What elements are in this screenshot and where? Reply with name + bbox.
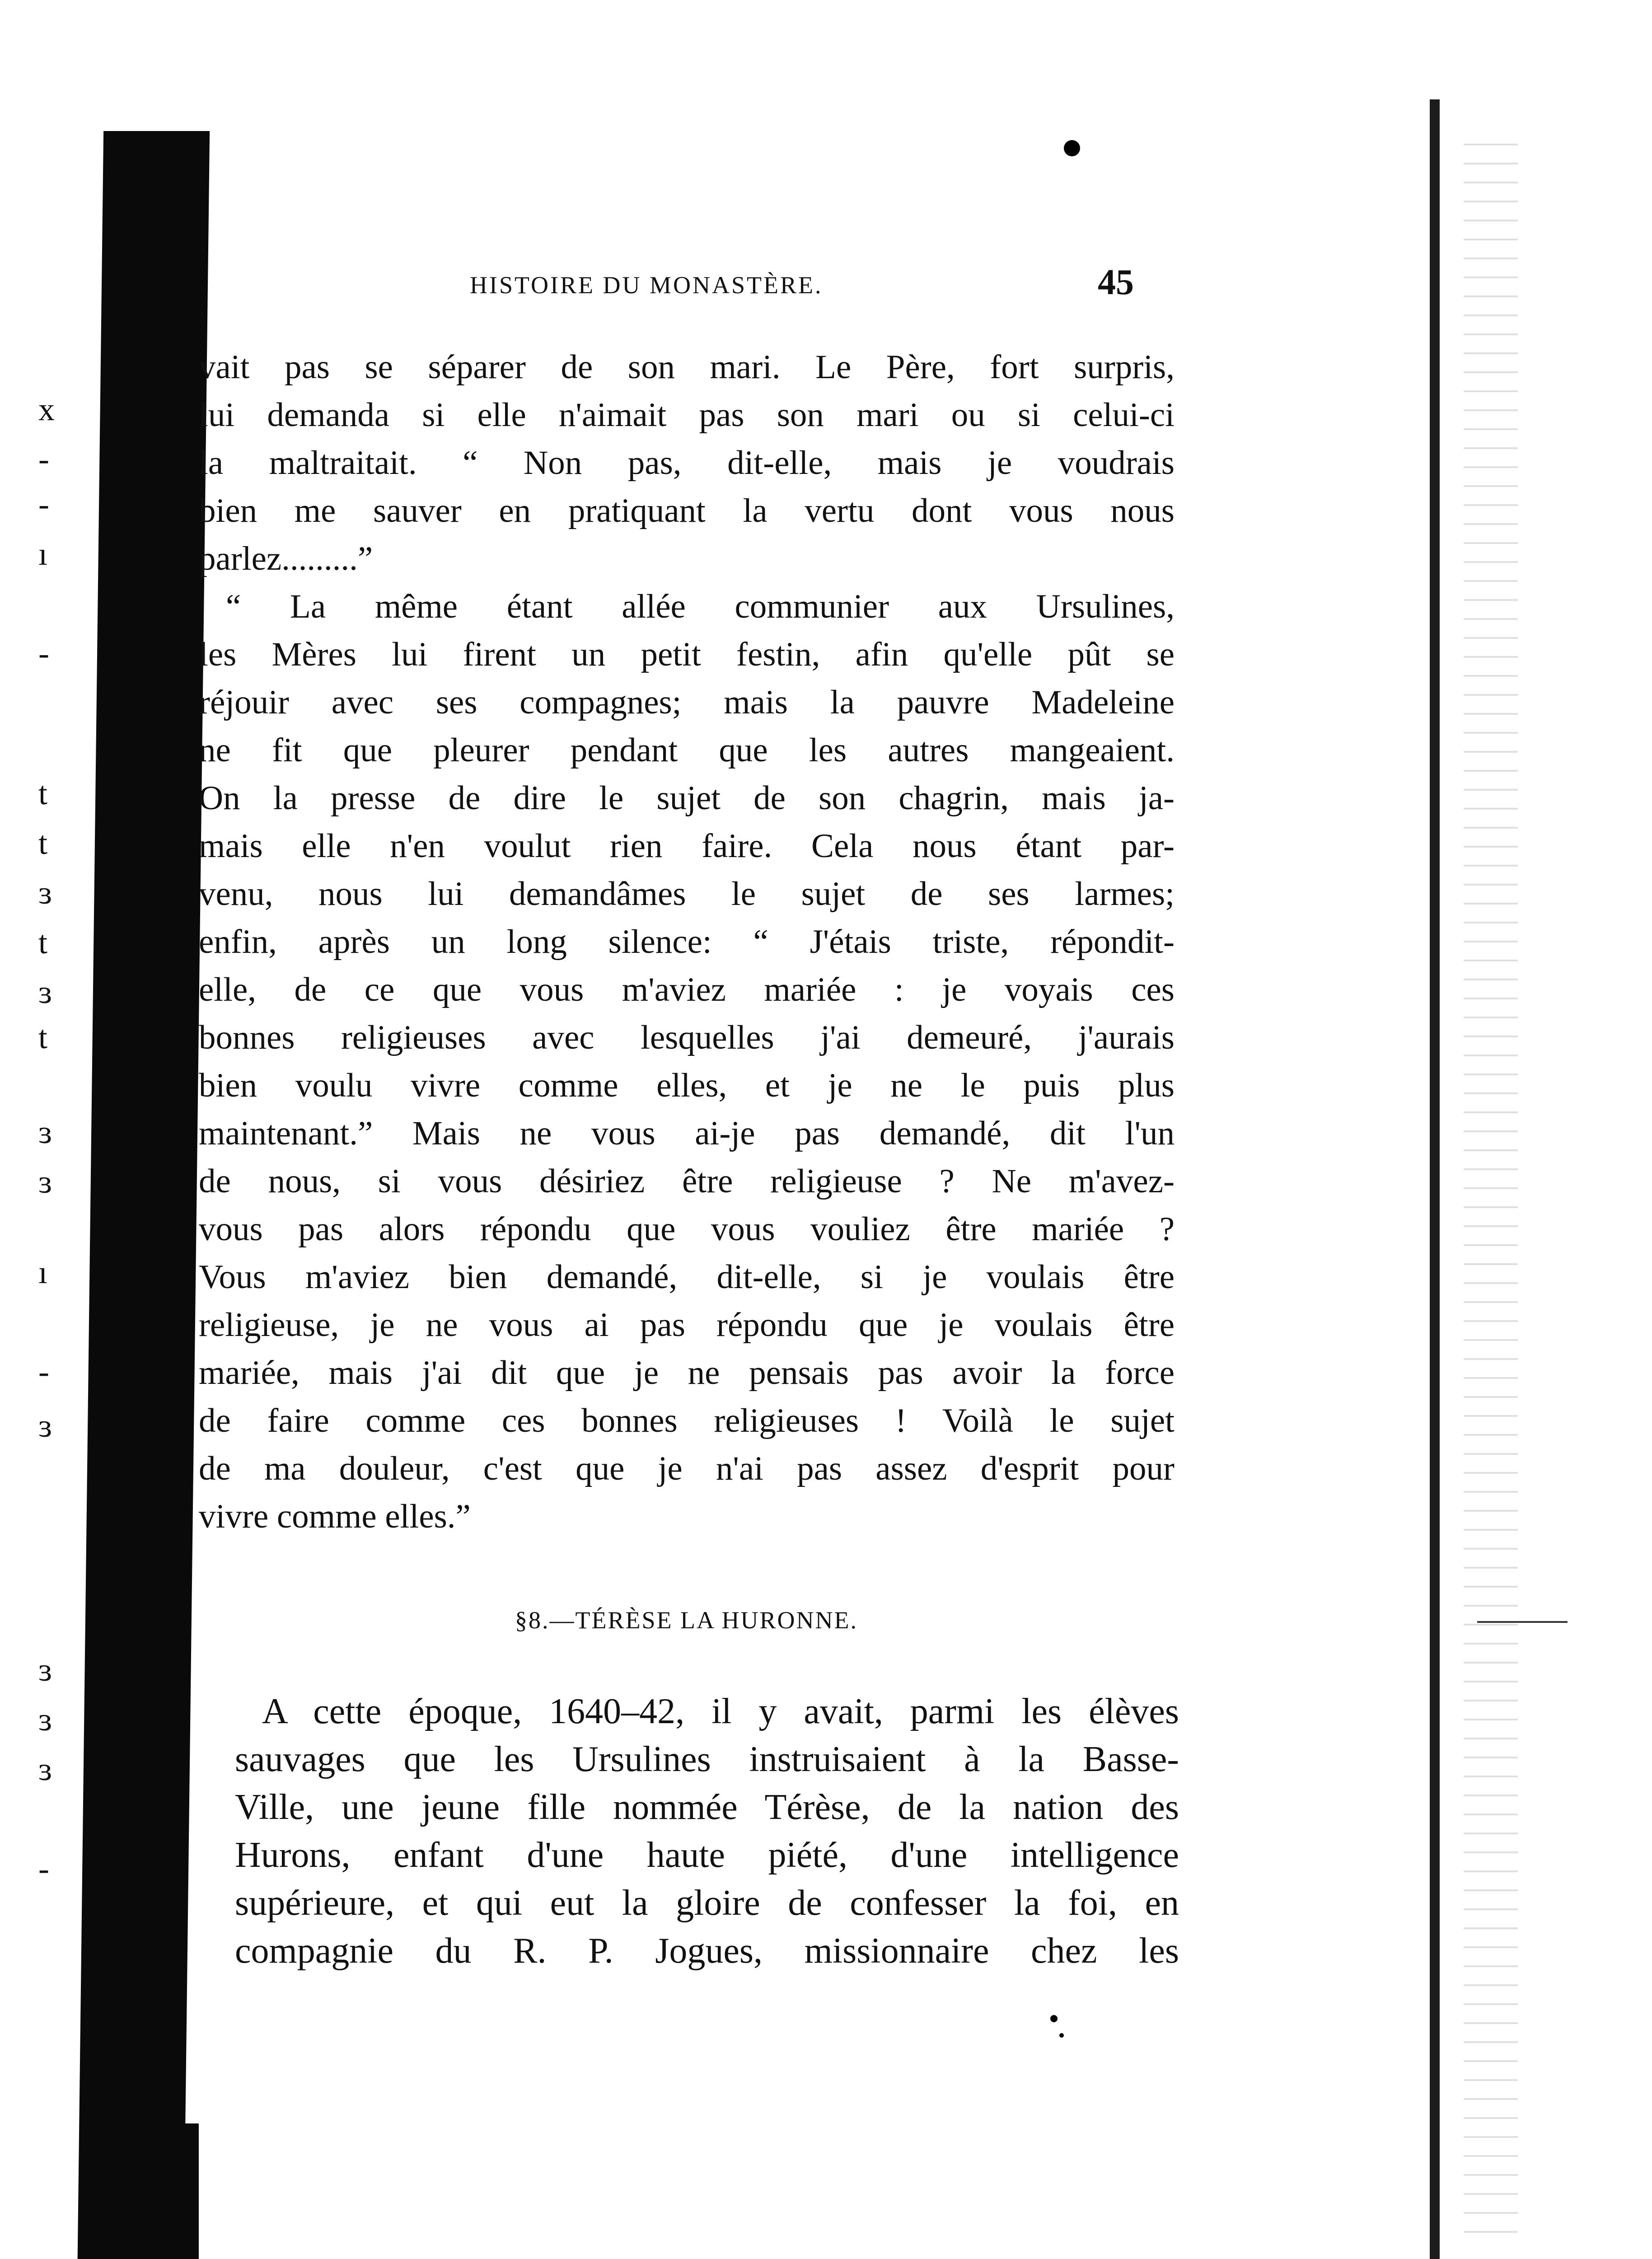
right-page-edge — [1430, 99, 1440, 2259]
text-line: religieuse, je ne vous ai pas répondu que je voulais être — [199, 1306, 1175, 1344]
text-line: vivre comme elles.” — [199, 1498, 471, 1535]
body-text-upper — [199, 343, 1175, 1541]
running-head: HISTOIRE DU MONASTÈRE. — [470, 272, 823, 299]
text-line: bien voulu vivre comme elles, et je ne le puis plus — [199, 1067, 1175, 1104]
binding-shadow-tail — [136, 2123, 199, 2259]
text-line: réjouir avec ses compagnes; mais la pauvre Madeleine — [199, 684, 1175, 721]
fragment-char: ɜ — [38, 1701, 52, 1738]
fragment-char: - — [38, 486, 49, 522]
paragraph-3 — [235, 1687, 1179, 1975]
fragment-char: t — [38, 825, 48, 861]
text-line: vait pas se séparer de son mari. Le Père, fort surpris, — [199, 348, 1175, 386]
text-line: Ville, une jeune fille nommée Térèse, de la nation des — [235, 1787, 1179, 1827]
text-line: A cette époque, 1640–42, il y avait, parmi les élèves — [262, 1692, 1179, 1731]
fragment-char: - — [38, 1354, 49, 1390]
fragment-char: - — [38, 441, 49, 477]
text-line: supérieure, et qui eut la gloire de confesser la foi, en — [235, 1883, 1179, 1923]
fragment-char: ɜ — [38, 1164, 52, 1200]
fragment-char: t — [38, 924, 48, 961]
fragment-char: t — [38, 1019, 48, 1055]
text-line: maintenant.” Mais ne vous ai-je pas demandé, dit l'un — [199, 1115, 1175, 1152]
fragment-char: - — [38, 635, 49, 671]
text-line: Hurons, enfant d'une haute piété, d'une intelligence — [235, 1835, 1179, 1875]
paragraph-2 — [199, 583, 1175, 1541]
text-line: les Mères lui firent un petit festin, afin qu'elle pût se — [199, 636, 1175, 673]
right-edge-noise — [1464, 127, 1518, 2250]
text-line: de nous, si vous désiriez être religieuse ? Ne m'avez- — [199, 1162, 1175, 1200]
text-line: vous pas alors répondu que vous vouliez être mariée ? — [199, 1210, 1175, 1248]
fragment-char: ɜ — [38, 1408, 52, 1444]
ink-speck — [1059, 2033, 1064, 2038]
text-line: de faire comme ces bonnes religieuses ! Voilà le sujet — [199, 1402, 1175, 1439]
fragment-char: ı — [38, 1254, 48, 1290]
text-line: On la presse de dire le sujet de son chagrin, mais ja- — [199, 779, 1175, 817]
text-line: “ La même étant allée communier aux Ursulines, — [226, 588, 1175, 625]
facing-page-fragments — [0, 0, 90, 2259]
text-line: sauvages que les Ursulines instruisaient à la Basse- — [235, 1739, 1179, 1779]
text-line: lui demanda si elle n'aimait pas son mari ou si celui-ci — [199, 396, 1175, 434]
edge-rule-mark — [1477, 1621, 1568, 1623]
text-line: mais elle n'en voulut rien faire. Cela nous étant par- — [199, 827, 1175, 865]
text-line: elle, de ce que vous m'aviez mariée : je voyais ces — [199, 971, 1175, 1008]
text-line: de ma douleur, c'est que je n'ai pas assez d'esprit pour — [199, 1450, 1175, 1487]
text-line: bien me sauver en pratiquant la vertu dont vous nous — [199, 492, 1175, 530]
fragment-char: - — [38, 1851, 49, 1887]
text-line: bonnes religieuses avec lesquelles j'ai demeuré, j'aurais — [199, 1019, 1175, 1056]
fragment-char: ɜ — [38, 974, 52, 1010]
text-line: ne fit que pleurer pendant que les autres mangeaient. — [199, 731, 1175, 769]
ink-speck — [1050, 2015, 1058, 2022]
fragment-char: ɜ — [38, 875, 52, 911]
text-line: parlez.........” — [199, 540, 373, 577]
text-line: la maltraitait. “ Non pas, dit-elle, mais je voudrais — [199, 444, 1175, 482]
text-line: enfin, après un long silence: “ J'étais triste, répondit- — [199, 923, 1175, 961]
text-line: compagnie du R. P. Jogues, missionnaire chez les — [235, 1931, 1179, 1971]
page-number: 45 — [1098, 262, 1134, 302]
section-heading: §8.—TÉRÈSE LA HURONNE. — [515, 1607, 858, 1634]
text-line: mariée, mais j'ai dit que je ne pensais pas avoir la force — [199, 1354, 1175, 1392]
fragment-char: ı — [38, 536, 48, 572]
text-line: Vous m'aviez bien demandé, dit-elle, si je voulais être — [199, 1258, 1175, 1296]
paragraph-1 — [199, 343, 1175, 583]
fragment-char: ɜ — [38, 1652, 52, 1688]
body-text-lower — [235, 1687, 1179, 1975]
text-line: venu, nous lui demandâmes le sujet de ses larmes; — [199, 875, 1175, 913]
fragment-char: ɜ — [38, 1114, 52, 1150]
binding-shadow — [77, 131, 210, 2259]
ink-speck — [1064, 140, 1080, 156]
fragment-char: x — [38, 391, 55, 427]
fragment-char: t — [38, 775, 48, 811]
fragment-char: ɜ — [38, 1751, 52, 1787]
